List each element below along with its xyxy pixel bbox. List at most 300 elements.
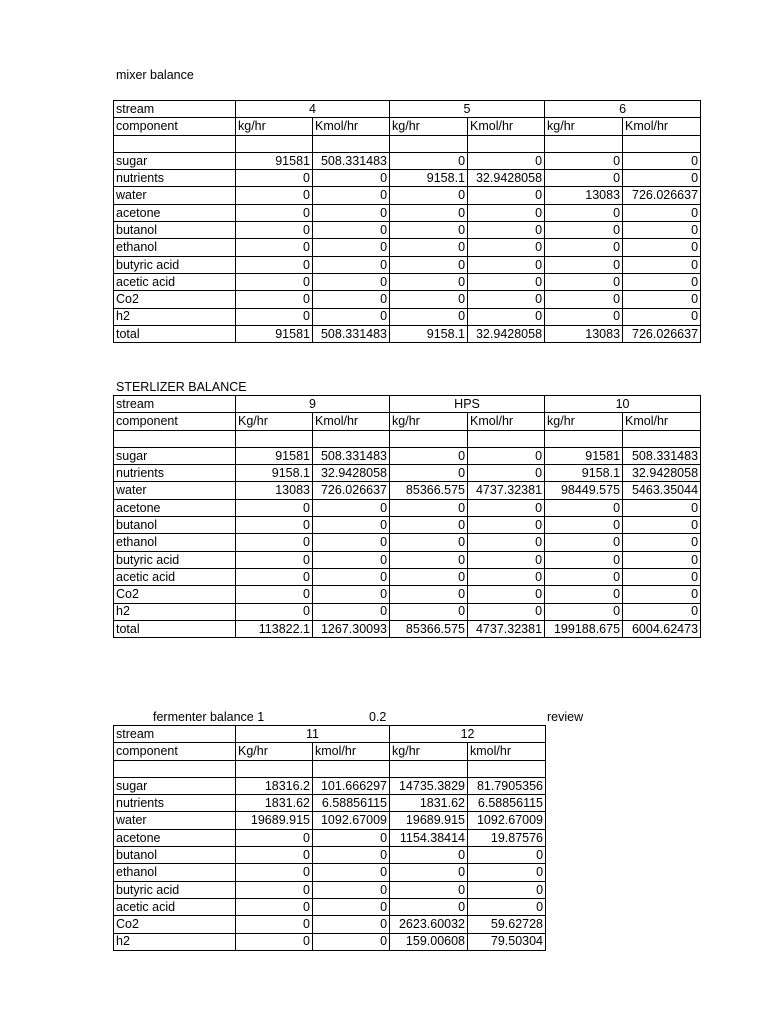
cell-value: 0 <box>468 187 545 204</box>
stream-number: 9 <box>236 396 390 413</box>
component-name: Co2 <box>114 586 236 603</box>
cell-value: 2623.60032 <box>390 916 468 933</box>
component-name: acetone <box>114 204 236 221</box>
cell-value: 0 <box>390 465 468 482</box>
component-name: total <box>114 325 236 342</box>
cell-value: 0 <box>623 273 701 290</box>
cell-value: 9158.1 <box>390 170 468 187</box>
cell-value: 0 <box>623 204 701 221</box>
unit-header: kmol/hr <box>468 743 546 760</box>
table-row <box>114 551 701 568</box>
cell-value: 199188.675 <box>545 620 623 637</box>
table-row <box>114 325 701 342</box>
cell-value: 59.62728 <box>468 916 546 933</box>
cell-value: 0 <box>468 465 545 482</box>
cell-value: 0 <box>313 291 390 308</box>
component-name: butanol <box>114 517 236 534</box>
component-name: total <box>114 620 236 637</box>
stream-label: stream <box>114 396 236 413</box>
cell-value: 6.58856115 <box>468 795 546 812</box>
cell-value: 6.58856115 <box>313 795 390 812</box>
cell-value: 0 <box>390 603 468 620</box>
cell-value: 0 <box>545 239 623 256</box>
cell-value: 0 <box>545 517 623 534</box>
component-name: acetone <box>114 829 236 846</box>
cell-value: 0 <box>236 222 313 239</box>
cell-value: 0 <box>623 291 701 308</box>
cell-value: 18316.2 <box>236 777 313 794</box>
cell-value: 0 <box>468 551 545 568</box>
mixer-balance-table <box>113 100 701 343</box>
blank-cell <box>623 430 701 447</box>
cell-value: 0 <box>390 187 468 204</box>
component-name: butyric acid <box>114 256 236 273</box>
cell-value: 19689.915 <box>236 812 313 829</box>
cell-value: 0 <box>623 568 701 585</box>
cell-value: 0 <box>390 152 468 169</box>
cell-value: 0 <box>236 829 313 846</box>
blank-row <box>114 135 701 152</box>
stream-number: 6 <box>545 101 701 118</box>
cell-value: 9158.1 <box>390 325 468 342</box>
blank-cell <box>236 760 313 777</box>
stream-label: stream <box>114 726 236 743</box>
stream-number: HPS <box>390 396 545 413</box>
cell-value: 0 <box>313 222 390 239</box>
cell-value: 0 <box>623 239 701 256</box>
unit-header-row <box>114 743 546 760</box>
review-note: review <box>547 710 584 724</box>
table-row <box>114 152 701 169</box>
cell-value: 0 <box>545 586 623 603</box>
cell-value: 0 <box>390 447 468 464</box>
cell-value: 0 <box>468 568 545 585</box>
cell-value: 0 <box>468 291 545 308</box>
cell-value: 0 <box>623 551 701 568</box>
cell-value: 0 <box>390 204 468 221</box>
cell-value: 1267.30093 <box>313 620 390 637</box>
sterilizer-balance-title: STERLIZER BALANCE <box>116 380 247 394</box>
blank-cell <box>468 430 545 447</box>
blank-cell <box>114 135 236 152</box>
table-row <box>114 847 546 864</box>
blank-row <box>114 760 546 777</box>
table-row <box>114 482 701 499</box>
fermenter-factor: 0.2 <box>369 710 387 724</box>
cell-value: 0 <box>468 499 545 516</box>
cell-value: 6004.62473 <box>623 620 701 637</box>
mixer-balance-title: mixer balance <box>116 68 194 82</box>
unit-header: Kmol/hr <box>468 413 545 430</box>
cell-value: 9158.1 <box>545 465 623 482</box>
cell-value: 101.666297 <box>313 777 390 794</box>
fermenter-balance-table <box>113 725 546 951</box>
cell-value: 19689.915 <box>390 812 468 829</box>
cell-value: 1831.62 <box>390 795 468 812</box>
unit-header: Kg/hr <box>236 413 313 430</box>
blank-cell <box>114 760 236 777</box>
cell-value: 0 <box>236 204 313 221</box>
table-row <box>114 204 701 221</box>
cell-value: 0 <box>468 881 546 898</box>
table-row <box>114 256 701 273</box>
cell-value: 1154.38414 <box>390 829 468 846</box>
table-row <box>114 864 546 881</box>
cell-value: 0 <box>545 222 623 239</box>
component-name: h2 <box>114 308 236 325</box>
cell-value: 0 <box>623 534 701 551</box>
cell-value: 0 <box>623 256 701 273</box>
cell-value: 0 <box>390 239 468 256</box>
component-name: butanol <box>114 222 236 239</box>
cell-value: 0 <box>313 847 390 864</box>
cell-value: 32.9428058 <box>468 325 545 342</box>
component-name: acetone <box>114 499 236 516</box>
cell-value: 0 <box>313 898 390 915</box>
cell-value: 0 <box>236 499 313 516</box>
cell-value: 0 <box>313 187 390 204</box>
cell-value: 0 <box>545 204 623 221</box>
stream-number: 10 <box>545 396 701 413</box>
table-row <box>114 517 701 534</box>
stream-number: 12 <box>390 726 546 743</box>
table-row <box>114 933 546 950</box>
table-row <box>114 534 701 551</box>
cell-value: 159.00608 <box>390 933 468 950</box>
cell-value: 0 <box>236 517 313 534</box>
unit-header: kg/hr <box>390 413 468 430</box>
cell-value: 0 <box>390 291 468 308</box>
cell-value: 0 <box>545 568 623 585</box>
component-name: Co2 <box>114 916 236 933</box>
cell-value: 1092.67009 <box>313 812 390 829</box>
cell-value: 0 <box>390 308 468 325</box>
cell-value: 0 <box>236 847 313 864</box>
cell-value: 0 <box>468 847 546 864</box>
cell-value: 0 <box>468 447 545 464</box>
cell-value: 14735.3829 <box>390 777 468 794</box>
cell-value: 13083 <box>545 187 623 204</box>
cell-value: 5463.35044 <box>623 482 701 499</box>
cell-value: 0 <box>468 204 545 221</box>
cell-value: 0 <box>468 586 545 603</box>
table-row <box>114 499 701 516</box>
cell-value: 0 <box>313 551 390 568</box>
cell-value: 0 <box>545 273 623 290</box>
cell-value: 98449.575 <box>545 482 623 499</box>
component-name: sugar <box>114 447 236 464</box>
stream-header-row <box>114 101 701 118</box>
cell-value: 0 <box>545 499 623 516</box>
cell-value: 0 <box>236 898 313 915</box>
table-row <box>114 465 701 482</box>
cell-value: 0 <box>390 847 468 864</box>
blank-cell <box>545 430 623 447</box>
stream-header-row <box>114 396 701 413</box>
cell-value: 85366.575 <box>390 620 468 637</box>
blank-cell <box>313 135 390 152</box>
cell-value: 0 <box>313 603 390 620</box>
blank-cell <box>390 760 468 777</box>
component-name: ethanol <box>114 864 236 881</box>
component-name: h2 <box>114 933 236 950</box>
cell-value: 0 <box>236 534 313 551</box>
cell-value: 0 <box>313 881 390 898</box>
unit-header: Kg/hr <box>236 743 313 760</box>
cell-value: 0 <box>390 898 468 915</box>
component-name: butyric acid <box>114 881 236 898</box>
component-name: water <box>114 187 236 204</box>
cell-value: 0 <box>623 308 701 325</box>
component-name: h2 <box>114 603 236 620</box>
table-row <box>114 881 546 898</box>
cell-value: 0 <box>236 551 313 568</box>
blank-cell <box>313 430 390 447</box>
cell-value: 0 <box>623 152 701 169</box>
table-row <box>114 898 546 915</box>
cell-value: 113822.1 <box>236 620 313 637</box>
unit-header: kg/hr <box>545 118 623 135</box>
unit-header-row <box>114 118 701 135</box>
cell-value: 32.9428058 <box>623 465 701 482</box>
cell-value: 0 <box>313 568 390 585</box>
cell-value: 0 <box>468 239 545 256</box>
cell-value: 19.87576 <box>468 829 546 846</box>
unit-header: Kmol/hr <box>313 413 390 430</box>
cell-value: 0 <box>313 499 390 516</box>
table-row <box>114 829 546 846</box>
unit-header: Kmol/hr <box>623 118 701 135</box>
component-name: acetic acid <box>114 898 236 915</box>
sterilizer-balance-table <box>113 395 701 638</box>
component-name: acetic acid <box>114 568 236 585</box>
cell-value: 0 <box>313 170 390 187</box>
component-name: sugar <box>114 777 236 794</box>
unit-header: kg/hr <box>545 413 623 430</box>
blank-cell <box>390 430 468 447</box>
stream-number: 4 <box>236 101 390 118</box>
cell-value: 0 <box>545 551 623 568</box>
cell-value: 0 <box>236 864 313 881</box>
blank-cell <box>545 135 623 152</box>
cell-value: 0 <box>390 499 468 516</box>
table-row <box>114 603 701 620</box>
table-row <box>114 308 701 325</box>
cell-value: 0 <box>545 152 623 169</box>
cell-value: 508.331483 <box>313 325 390 342</box>
cell-value: 0 <box>623 499 701 516</box>
component-name: acetic acid <box>114 273 236 290</box>
component-label: component <box>114 118 236 135</box>
cell-value: 0 <box>236 170 313 187</box>
blank-cell <box>313 760 390 777</box>
cell-value: 91581 <box>236 325 313 342</box>
cell-value: 0 <box>545 603 623 620</box>
cell-value: 0 <box>313 308 390 325</box>
cell-value: 0 <box>313 864 390 881</box>
table-row <box>114 916 546 933</box>
blank-cell <box>390 135 468 152</box>
cell-value: 0 <box>468 517 545 534</box>
cell-value: 91581 <box>545 447 623 464</box>
cell-value: 0 <box>468 256 545 273</box>
cell-value: 0 <box>390 273 468 290</box>
blank-cell <box>236 135 313 152</box>
unit-header: kmol/hr <box>313 743 390 760</box>
cell-value: 0 <box>623 170 701 187</box>
cell-value: 1092.67009 <box>468 812 546 829</box>
table-row <box>114 291 701 308</box>
cell-value: 13083 <box>236 482 313 499</box>
cell-value: 0 <box>313 204 390 221</box>
cell-value: 79.50304 <box>468 933 546 950</box>
cell-value: 0 <box>468 273 545 290</box>
cell-value: 0 <box>236 603 313 620</box>
cell-value: 0 <box>390 534 468 551</box>
cell-value: 0 <box>236 273 313 290</box>
cell-value: 0 <box>236 308 313 325</box>
blank-cell <box>623 135 701 152</box>
cell-value: 726.026637 <box>623 325 701 342</box>
unit-header-row <box>114 413 701 430</box>
cell-value: 32.9428058 <box>313 465 390 482</box>
component-name: nutrients <box>114 170 236 187</box>
cell-value: 508.331483 <box>313 152 390 169</box>
component-name: nutrients <box>114 795 236 812</box>
unit-header: Kmol/hr <box>623 413 701 430</box>
cell-value: 0 <box>313 829 390 846</box>
stream-number: 5 <box>390 101 545 118</box>
cell-value: 0 <box>313 273 390 290</box>
unit-header: kg/hr <box>236 118 313 135</box>
table-row <box>114 222 701 239</box>
table-row <box>114 187 701 204</box>
cell-value: 32.9428058 <box>468 170 545 187</box>
cell-value: 0 <box>623 222 701 239</box>
cell-value: 13083 <box>545 325 623 342</box>
cell-value: 0 <box>236 881 313 898</box>
cell-value: 726.026637 <box>313 482 390 499</box>
blank-cell <box>114 430 236 447</box>
cell-value: 0 <box>390 222 468 239</box>
cell-value: 0 <box>545 256 623 273</box>
table-row <box>114 777 546 794</box>
fermenter-balance-title: fermenter balance 1 <box>153 710 265 724</box>
cell-value: 0 <box>545 291 623 308</box>
cell-value: 0 <box>623 586 701 603</box>
cell-value: 91581 <box>236 152 313 169</box>
blank-cell <box>468 760 546 777</box>
cell-value: 0 <box>313 239 390 256</box>
unit-header: Kmol/hr <box>313 118 390 135</box>
cell-value: 0 <box>468 603 545 620</box>
component-name: butyric acid <box>114 551 236 568</box>
cell-value: 0 <box>236 933 313 950</box>
cell-value: 0 <box>468 308 545 325</box>
table-row <box>114 239 701 256</box>
component-name: ethanol <box>114 534 236 551</box>
cell-value: 9158.1 <box>236 465 313 482</box>
cell-value: 85366.575 <box>390 482 468 499</box>
cell-value: 0 <box>313 916 390 933</box>
table-row <box>114 586 701 603</box>
component-name: nutrients <box>114 465 236 482</box>
table-row <box>114 812 546 829</box>
component-name: butanol <box>114 847 236 864</box>
cell-value: 508.331483 <box>313 447 390 464</box>
stream-header-row <box>114 726 546 743</box>
component-name: water <box>114 482 236 499</box>
cell-value: 4737.32381 <box>468 620 545 637</box>
cell-value: 0 <box>313 933 390 950</box>
cell-value: 0 <box>313 517 390 534</box>
cell-value: 0 <box>623 603 701 620</box>
component-name: water <box>114 812 236 829</box>
unit-header: kg/hr <box>390 743 468 760</box>
cell-value: 0 <box>390 551 468 568</box>
cell-value: 4737.32381 <box>468 482 545 499</box>
table-row <box>114 273 701 290</box>
cell-value: 0 <box>468 222 545 239</box>
component-name: Co2 <box>114 291 236 308</box>
table-row <box>114 795 546 812</box>
component-label: component <box>114 413 236 430</box>
cell-value: 0 <box>236 256 313 273</box>
component-label: component <box>114 743 236 760</box>
cell-value: 0 <box>313 534 390 551</box>
cell-value: 81.7905356 <box>468 777 546 794</box>
cell-value: 508.331483 <box>623 447 701 464</box>
cell-value: 0 <box>545 170 623 187</box>
table-row <box>114 568 701 585</box>
component-name: sugar <box>114 152 236 169</box>
cell-value: 0 <box>236 239 313 256</box>
cell-value: 726.026637 <box>623 187 701 204</box>
cell-value: 0 <box>390 586 468 603</box>
unit-header: kg/hr <box>390 118 468 135</box>
blank-cell <box>236 430 313 447</box>
stream-label: stream <box>114 101 236 118</box>
cell-value: 0 <box>390 864 468 881</box>
cell-value: 0 <box>390 517 468 534</box>
cell-value: 0 <box>236 916 313 933</box>
table-row <box>114 620 701 637</box>
cell-value: 0 <box>545 308 623 325</box>
cell-value: 0 <box>468 152 545 169</box>
cell-value: 0 <box>236 586 313 603</box>
cell-value: 0 <box>313 256 390 273</box>
cell-value: 91581 <box>236 447 313 464</box>
cell-value: 0 <box>390 256 468 273</box>
blank-row <box>114 430 701 447</box>
table-row <box>114 170 701 187</box>
cell-value: 0 <box>390 568 468 585</box>
cell-value: 0 <box>623 517 701 534</box>
cell-value: 0 <box>545 534 623 551</box>
cell-value: 0 <box>236 568 313 585</box>
component-name: ethanol <box>114 239 236 256</box>
cell-value: 0 <box>236 187 313 204</box>
table-row <box>114 447 701 464</box>
cell-value: 0 <box>390 881 468 898</box>
cell-value: 0 <box>468 898 546 915</box>
cell-value: 0 <box>468 864 546 881</box>
blank-cell <box>468 135 545 152</box>
cell-value: 1831.62 <box>236 795 313 812</box>
unit-header: Kmol/hr <box>468 118 545 135</box>
cell-value: 0 <box>236 291 313 308</box>
stream-number: 11 <box>236 726 390 743</box>
